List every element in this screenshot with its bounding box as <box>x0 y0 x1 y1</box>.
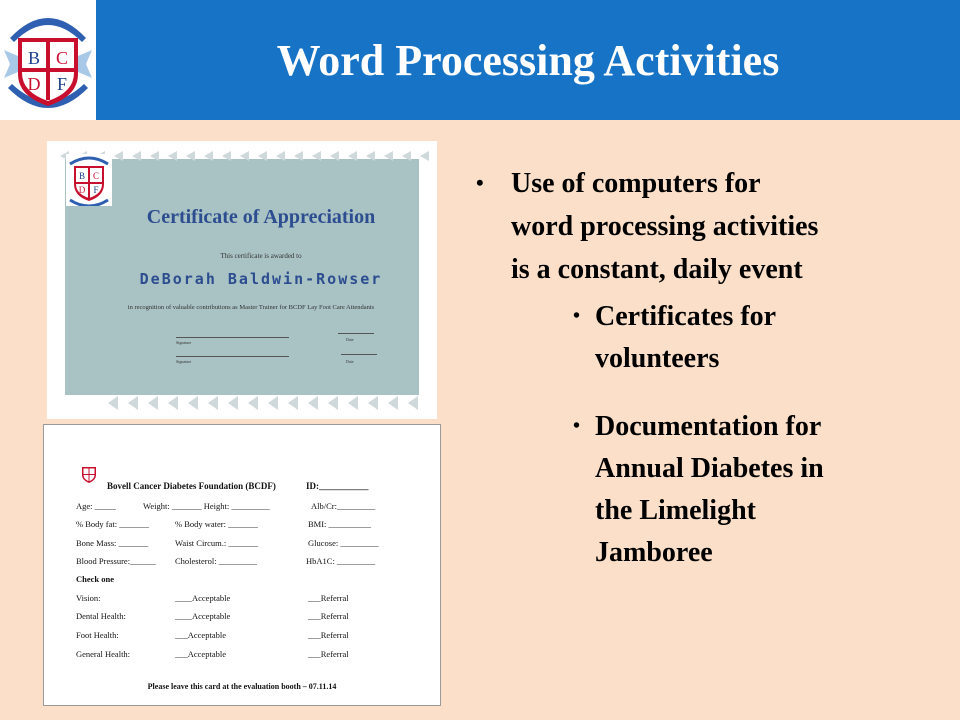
certificate-top-border <box>60 149 432 163</box>
form-field: Cholesterol: _________ <box>175 556 257 566</box>
sub-bullet-certificates <box>595 296 935 380</box>
bcdf-logo-icon <box>0 0 96 120</box>
form-field: Waist Circum.: _______ <box>175 538 259 548</box>
sub-bullet-line: Documentation for <box>595 411 822 442</box>
sub-bullet-line: Jamboree <box>595 537 713 568</box>
form-field: Age: _____ <box>76 501 116 511</box>
form-check-label: Vision: <box>76 593 101 603</box>
form-check-label: Foot Health: <box>76 630 119 640</box>
svg-text:D: D <box>78 185 86 195</box>
certificate-bottom-border <box>108 394 432 412</box>
certificate-title: Certificate of Appreciation <box>146 206 376 228</box>
date-label: Date <box>346 359 354 364</box>
form-check-label: General Health: <box>76 649 131 659</box>
form-field: Weight: _______ Height: _________ <box>143 501 270 511</box>
sub-bullet-line: the Limelight <box>595 495 756 526</box>
slide-title: Word Processing Activities <box>276 36 780 85</box>
svg-text:DIABETES FOUNDATION: DIABETES FOUNDATION <box>17 101 79 120</box>
signature-line <box>176 337 289 338</box>
svg-text:BOVELL CANCER: BOVELL CANCER <box>16 3 80 24</box>
certificate-recognition: in recognition of valuable contributions as Master Trainer for BCDF Lay Foot Care Attendants <box>127 304 375 311</box>
form-check-referral: ___Referral <box>308 611 349 621</box>
certificate-logo-icon <box>66 154 112 206</box>
main-bullet <box>511 162 931 291</box>
svg-text:C: C <box>55 48 69 68</box>
form-id: ID:___________ <box>306 481 369 491</box>
sub-bullet-line: Annual Diabetes in <box>595 453 824 484</box>
slide-header <box>0 0 960 120</box>
svg-text:B: B <box>78 171 86 181</box>
bullet-symbol: • <box>476 170 484 195</box>
main-bullet-line: is a constant, daily event <box>511 254 803 285</box>
form-field: Bone Mass: _______ <box>76 538 149 548</box>
sub-bullet-line: volunteers <box>595 343 720 374</box>
form-organization: Bovell Cancer Diabetes Foundation (BCDF) <box>107 481 276 491</box>
signature-line <box>176 356 289 357</box>
form-check-acceptable: ___Acceptable <box>175 649 226 659</box>
date-line <box>338 333 374 334</box>
signature-label: Signature <box>176 359 192 364</box>
form-footer: Please leave this card at the evaluation booth – 07.11.14 <box>147 682 337 691</box>
svg-text:D: D <box>27 74 41 94</box>
sub-bullet-symbol: • <box>573 415 581 437</box>
form-check-acceptable: ____Acceptable <box>175 593 231 603</box>
form-check-referral: ___Referral <box>308 630 349 640</box>
form-check-acceptable: ___Acceptable <box>175 630 226 640</box>
bcdf-logo <box>0 0 96 120</box>
form-check-referral: ___Referral <box>308 593 349 603</box>
certificate-awarded-text: This certificate is awarded to <box>220 252 302 260</box>
sub-bullet-line: Certificates for <box>595 301 777 332</box>
form-check-label: Dental Health: <box>76 611 126 621</box>
sub-bullet-documentation <box>595 406 935 574</box>
svg-text:B: B <box>27 48 41 68</box>
form-field: Alb/Cr:_________ <box>311 501 376 511</box>
svg-text:C: C <box>92 171 100 181</box>
signature-label: Signature <box>176 340 192 345</box>
certificate-recipient: DeBorah Baldwin-Rowser <box>139 270 383 288</box>
form-check-one-label: Check one <box>76 574 115 584</box>
svg-text:F: F <box>56 74 68 94</box>
form-logo-icon <box>80 464 98 484</box>
date-label: Date <box>346 337 354 342</box>
main-bullet-line: Use of computers for <box>511 168 761 199</box>
form-field: % Body water: _______ <box>175 519 258 529</box>
form-field: % Body fat: _______ <box>76 519 149 529</box>
form-field: Blood Pressure:______ <box>76 556 156 566</box>
sub-bullet-symbol: • <box>573 305 581 327</box>
date-line <box>341 354 377 355</box>
form-field: Glucose: _________ <box>308 538 379 548</box>
svg-text:F: F <box>93 185 99 195</box>
main-bullet-line: word processing activities <box>511 211 819 242</box>
form-field: HbA1C: _________ <box>306 556 376 566</box>
form-check-referral: ___Referral <box>308 649 349 659</box>
form-check-acceptable: ____Acceptable <box>175 611 231 621</box>
form-field: BMI: __________ <box>308 519 372 529</box>
